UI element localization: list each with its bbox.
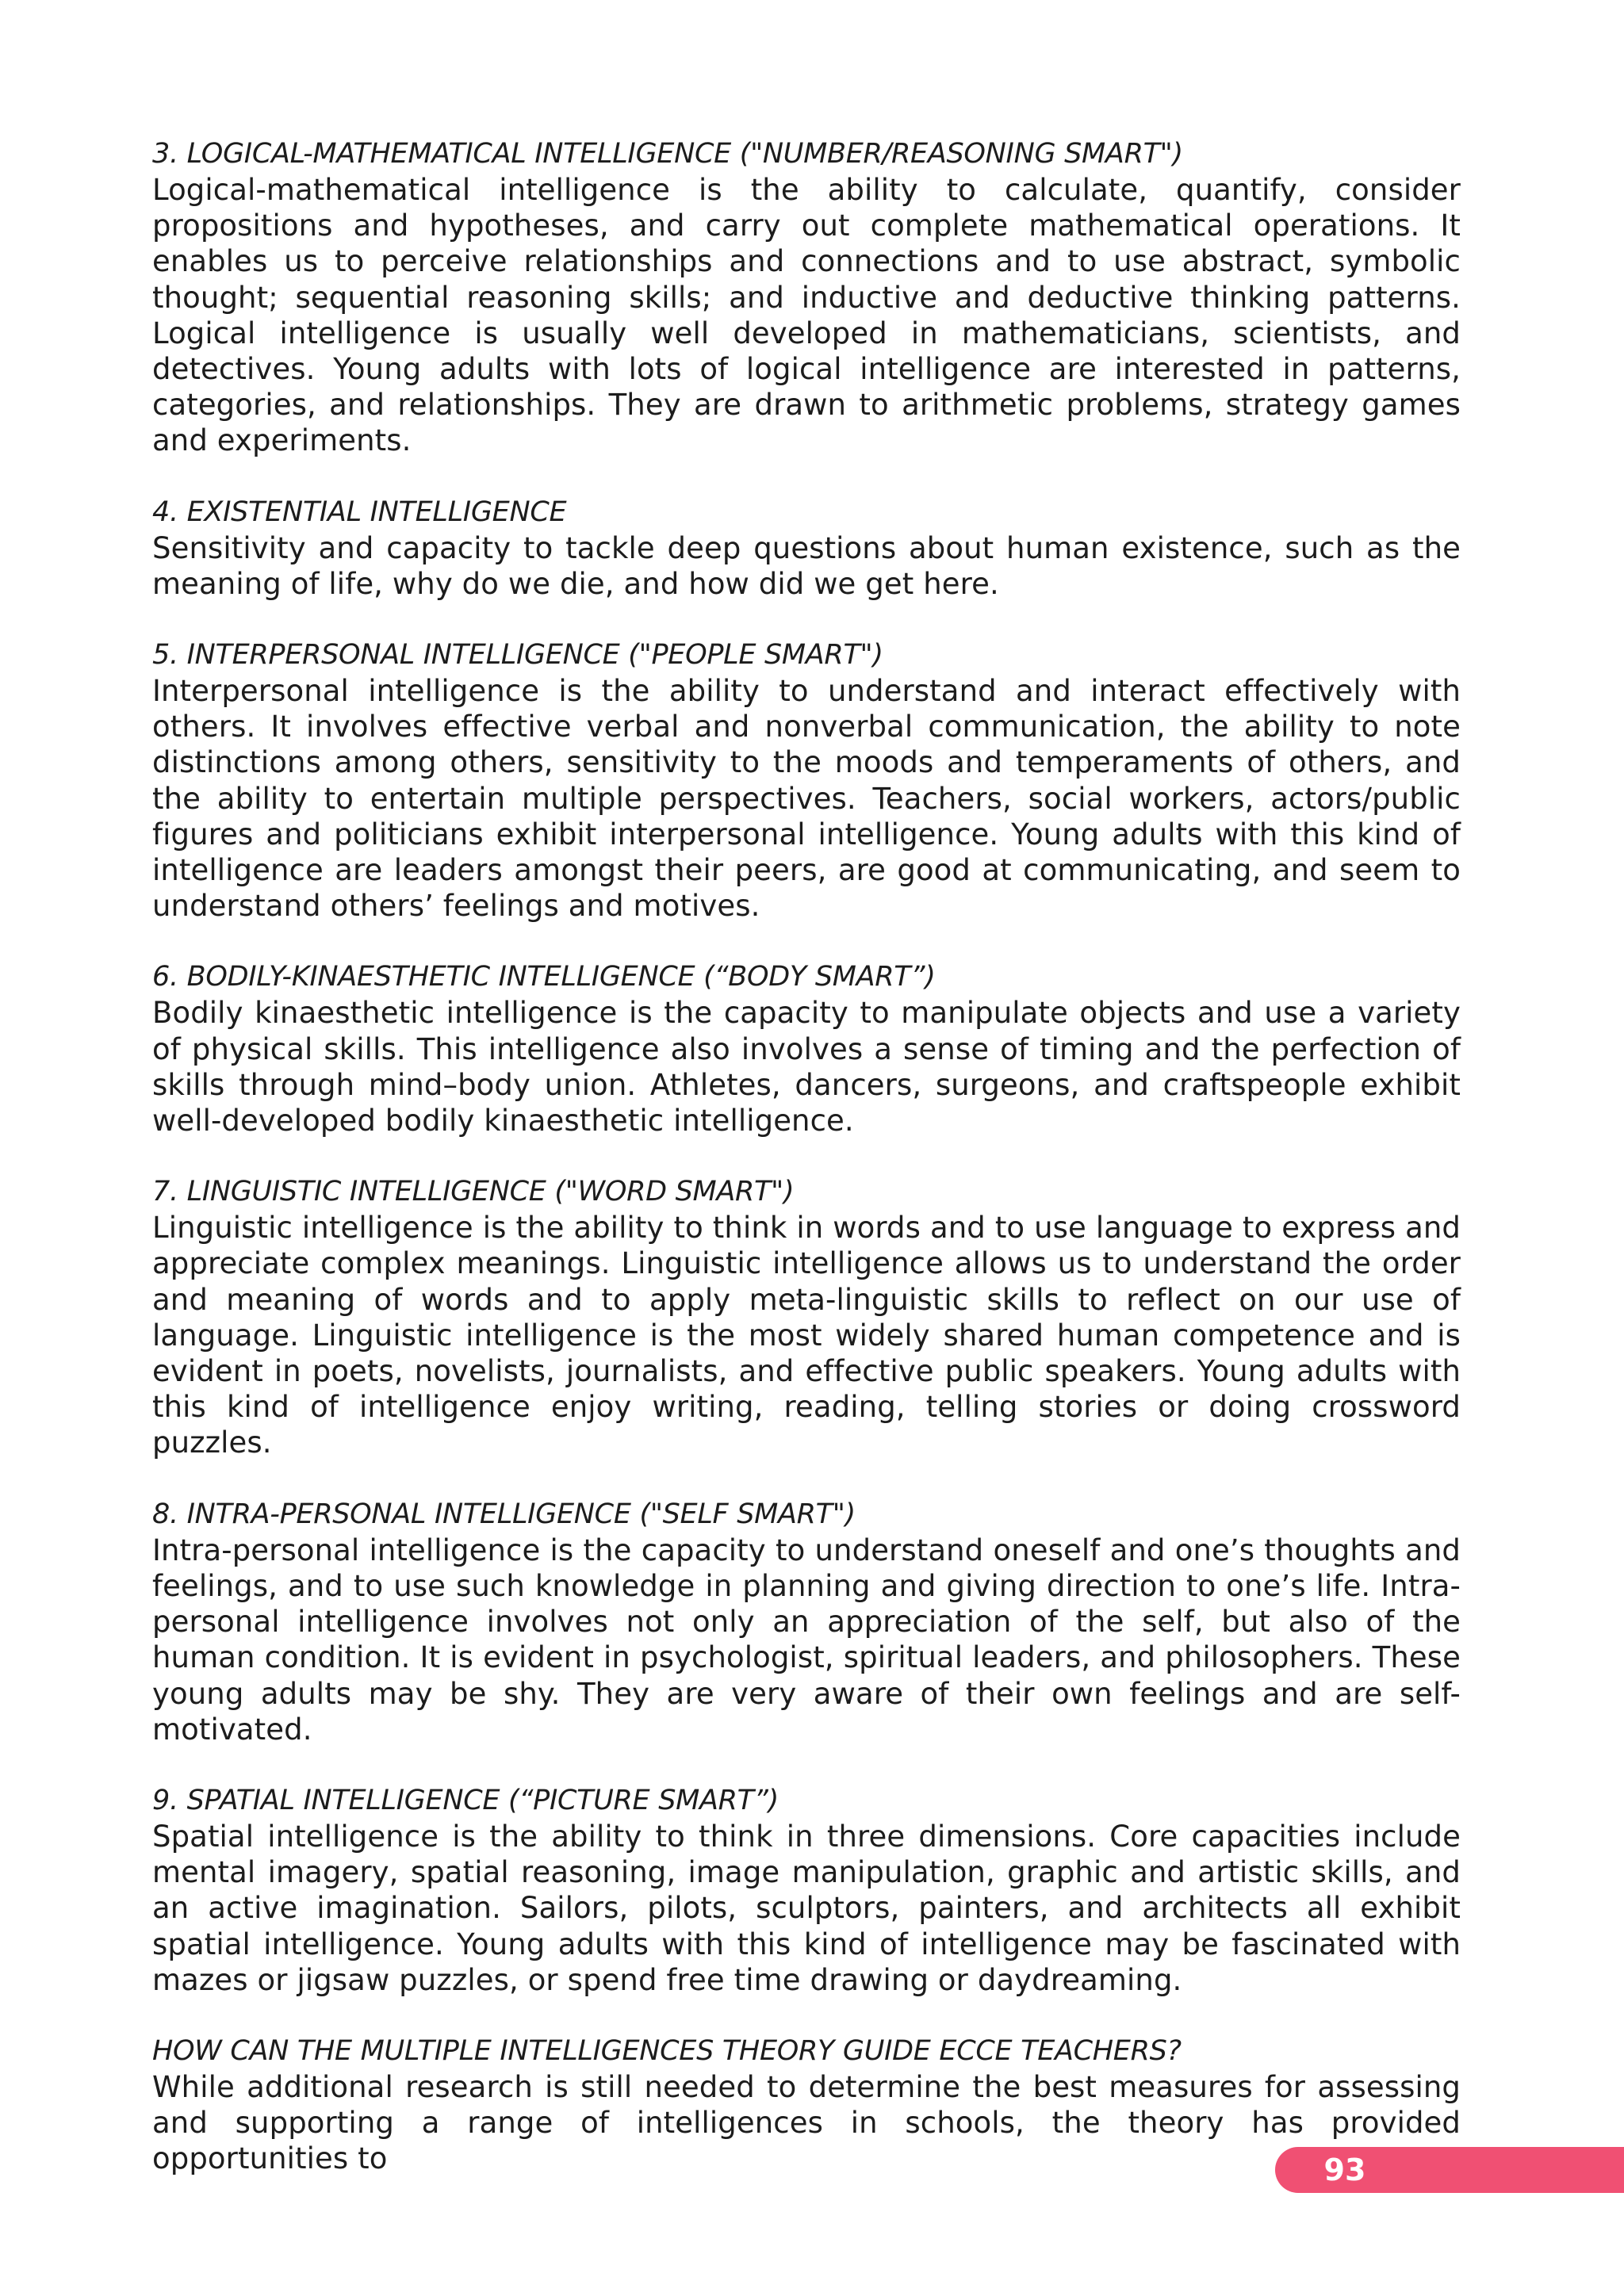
section-heading: 6. BODILY-KINAESTHETIC INTELLIGENCE (“BODY SMART”) <box>152 961 936 993</box>
section-body: While additional research is still needed to determine the best measures for assessing and supporting a range of intelligences in schools, the theory has provided opportunities to <box>152 2069 1461 2176</box>
section-body: Linguistic intelligence is the ability to think in words and to use language to express and appreciate complex meanings. Linguistic intelligence allows us to understand the order and meaning of words and to apply meta-linguistic skills to reflect on our use of language. Linguistic intelligence is the most widely shared human competence and is evident in poets, novelists, journalists, and effective public speakers. Young adults with this kind of intelligence enjoy writing, reading, telling stories or doing crossword puzzles. <box>152 1211 1461 1460</box>
section-body: Intra-personal intelligence is the capacity to understand oneself and one’s thoughts and feelings, and to use such knowledge in planning and giving direction to one’s life. Intra-personal intelligence involves not only an appreciation of the self, but also of the human condition. It is evident in psychologist, spiritual leaders, and philosophers. These young adults may be shy. They are very aware of their own feelings and are self-motivated. <box>152 1533 1461 1747</box>
section-linguistic <box>152 1174 1461 1460</box>
section-heading: 5. INTERPERSONAL INTELLIGENCE ("PEOPLE SMART") <box>152 639 883 672</box>
section-interpersonal <box>152 637 1461 924</box>
section-body: Interpersonal intelligence is the ability to understand and interact effectively with others. It involves effective verbal and nonverbal communication, the ability to note distinctions among others, sensitivity to the moods and temperaments of others, and the ability to entertain multiple perspectives. Teachers, social workers, actors/public figures and politicians exhibit interpersonal intelligence. Young adults with this kind of intelligence are leaders amongst their peers, are good at communicating, and seem to understand others’ feelings and motives. <box>152 674 1461 924</box>
page-number: 93 <box>1323 2152 1366 2187</box>
section-body: Sensitivity and capacity to tackle deep questions about human existence, such as the meaning of life, why do we die, and how did we get here. <box>152 530 1461 601</box>
section-heading: HOW CAN THE MULTIPLE INTELLIGENCES THEORY GUIDE ECCE TEACHERS? <box>152 2034 1182 2067</box>
section-body: Spatial intelligence is the ability to think in three dimensions. Core capacities include mental imagery, spatial reasoning, image manipulation, graphic and artistic skills, and an active imagination. Sailors, pilots, sculptors, painters, and architects all exhibit spatial intelligence. Young adults with this kind of intelligence may be fascinated with mazes or jigsaw puzzles, or spend free time drawing or daydreaming. <box>152 1819 1461 1997</box>
section-intra-personal <box>152 1497 1461 1747</box>
section-spatial <box>152 1783 1461 1998</box>
section-existential <box>152 495 1461 602</box>
section-ecce-guide <box>152 2034 1461 2177</box>
section-bodily-kinaesthetic <box>152 959 1461 1138</box>
section-heading: 7. LINGUISTIC INTELLIGENCE ("WORD SMART") <box>152 1176 795 1208</box>
section-heading: 3. LOGICAL-MATHEMATICAL INTELLIGENCE ("NUMBER/REASONING SMART") <box>152 138 1183 170</box>
section-heading: 8. INTRA-PERSONAL INTELLIGENCE ("SELF SMART") <box>152 1498 856 1530</box>
section-heading: 9. SPATIAL INTELLIGENCE (“PICTURE SMART”) <box>152 1784 779 1816</box>
section-heading: 4. EXISTENTIAL INTELLIGENCE <box>152 496 567 528</box>
section-body: Logical-mathematical intelligence is the ability to calculate, quantify, consider propositions and hypotheses, and carry out complete mathematical operations. It enables us to perceive relationships and connections and to use abstract, symbolic thought; sequential reasoning skills; and inductive and deductive thinking patterns. Logical intelligence is usually well developed in mathematicians, scientists, and detectives. Young adults with lots of logical intelligence are interested in patterns, categories, and relationships. They are drawn to arithmetic problems, strategy games and experiments. <box>152 173 1461 458</box>
section-logical-mathematical <box>152 136 1461 459</box>
page-content <box>152 136 1461 2213</box>
section-body: Bodily kinaesthetic intelligence is the capacity to manipulate objects and use a variety of physical skills. This intelligence also involves a sense of timing and the perfection of skills through mind–body union. Athletes, dancers, surgeons, and craftspeople exhibit well-developed bodily kinaesthetic intelligence. <box>152 996 1461 1138</box>
page-number-badge <box>1275 2147 1624 2193</box>
